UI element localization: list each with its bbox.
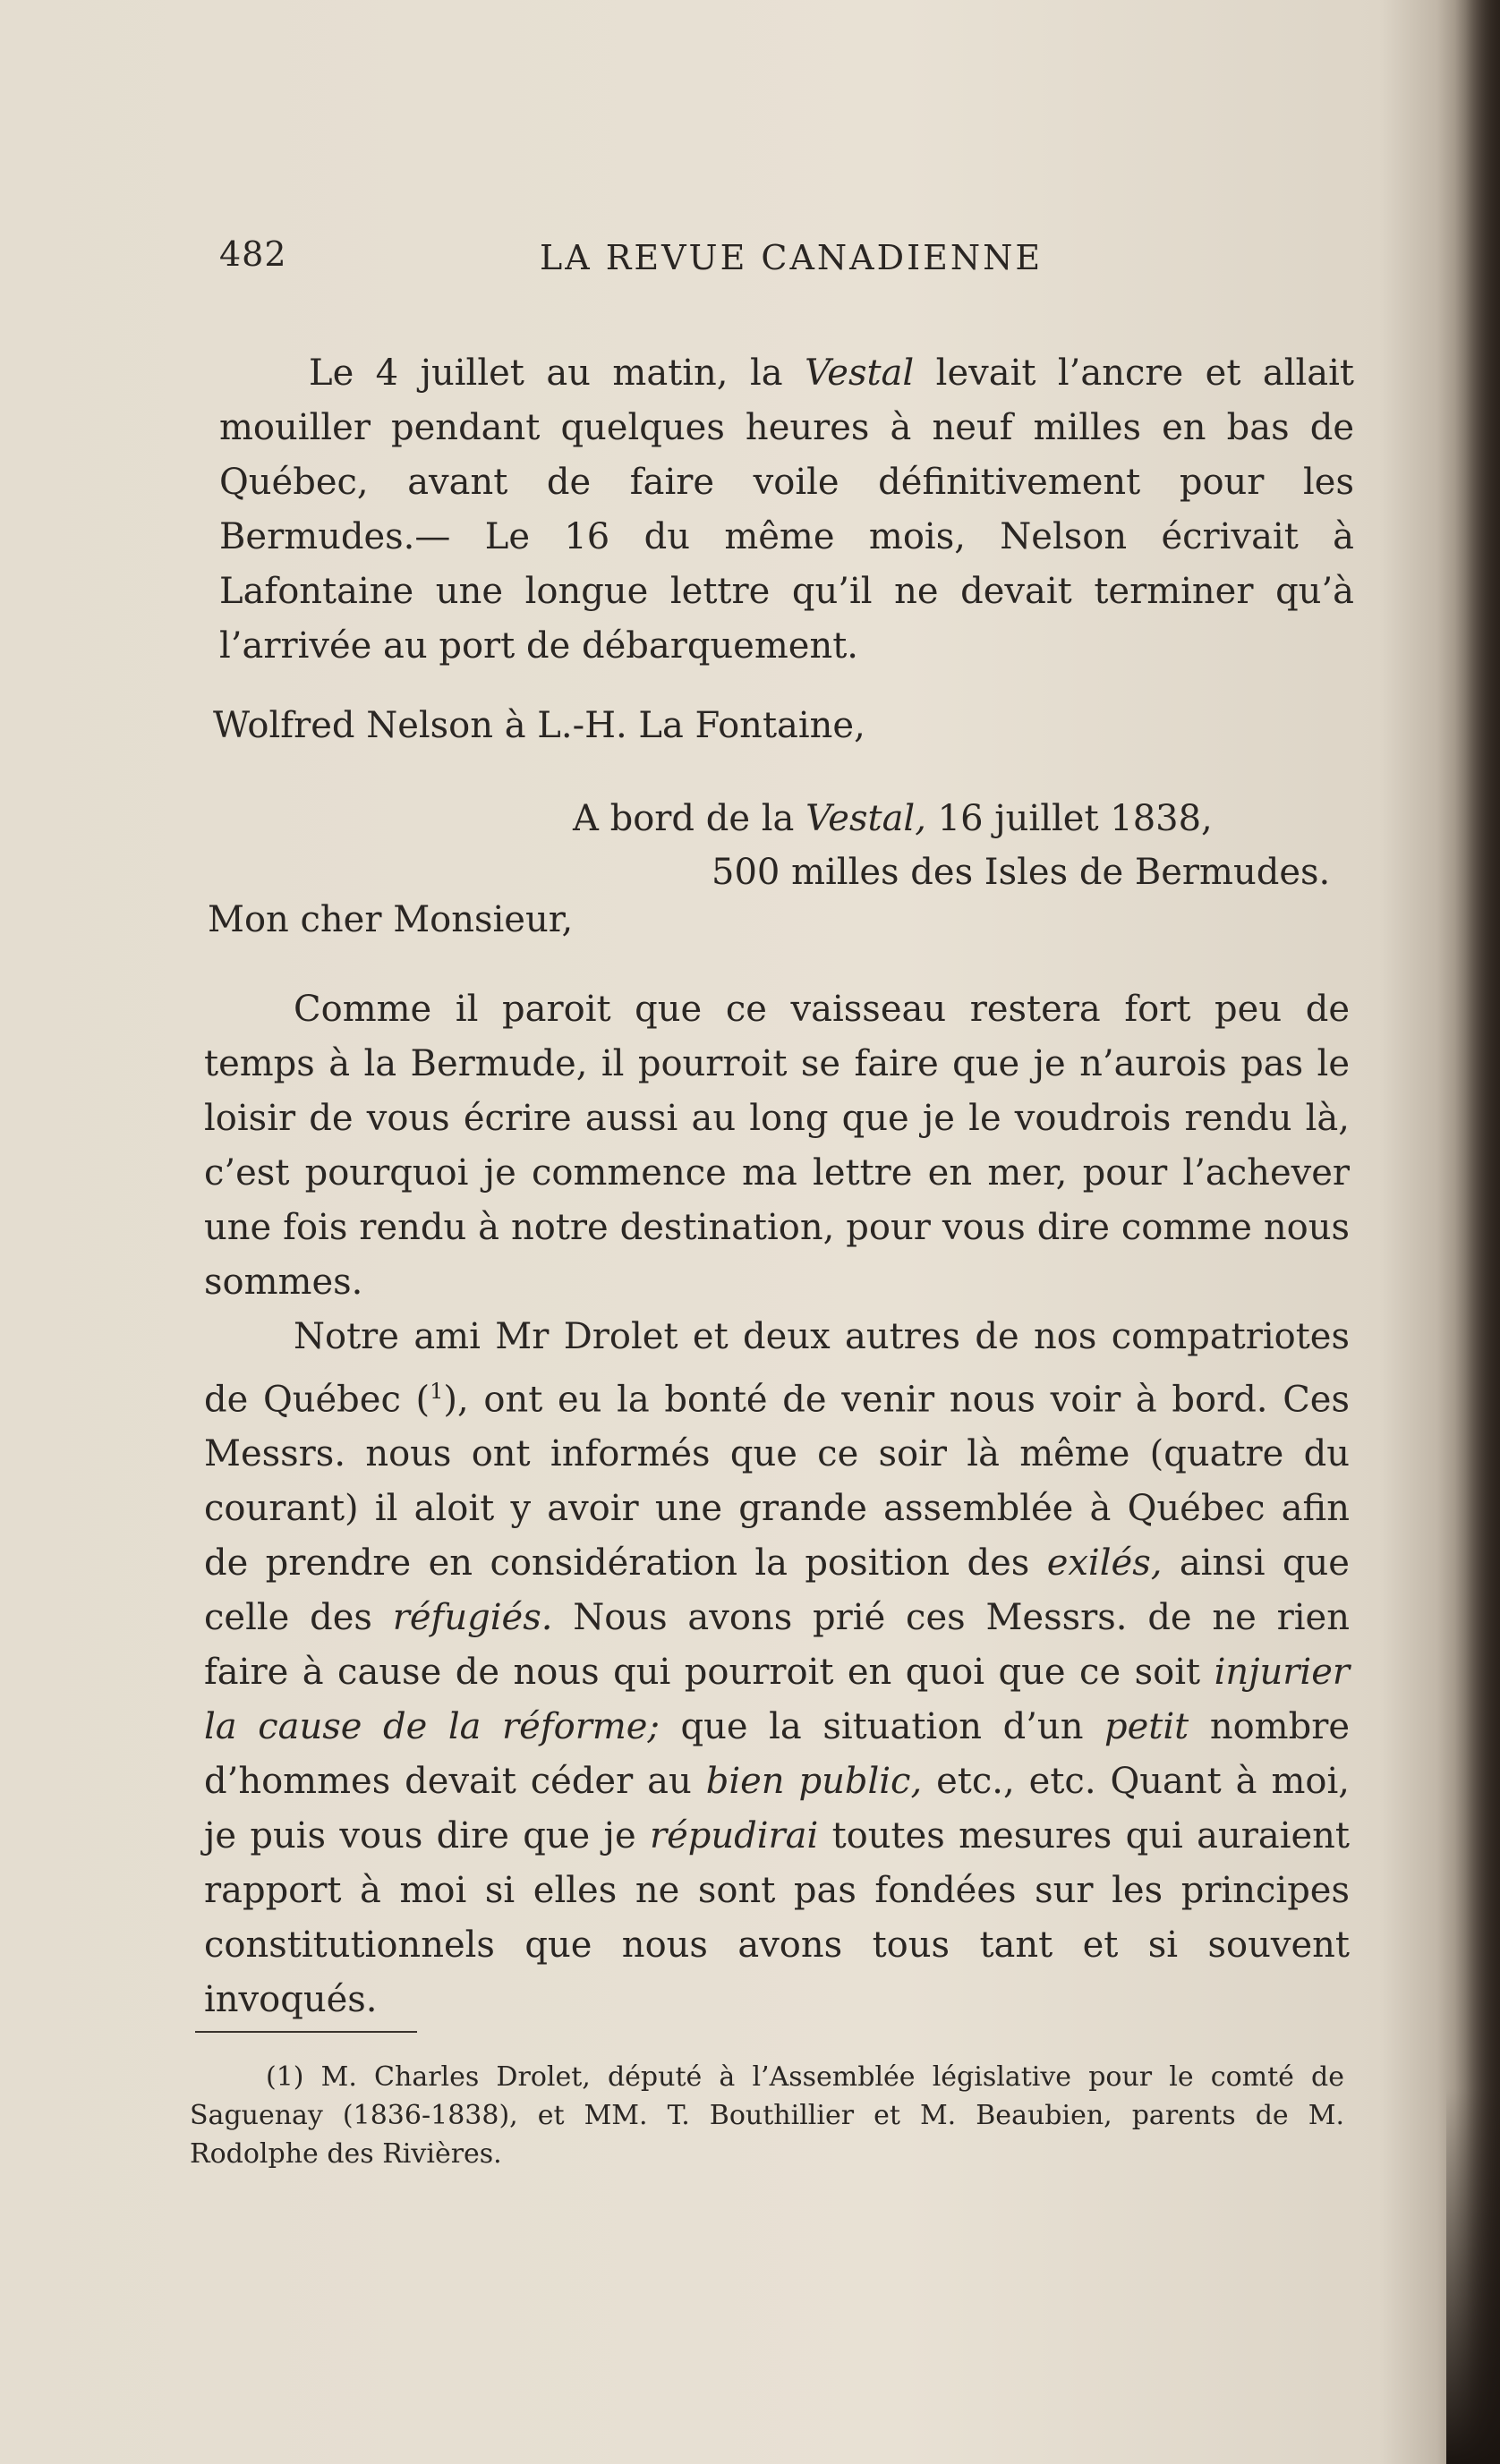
ship-name: Vestal, bbox=[805, 798, 926, 839]
footnote-text: M. Charles Drolet, député à l’Assemblée législative pour le comté de Saguenay (1836-1838), et MM. T. Bouthillier et M. Beaubien, parents de M. Rodolphe des Rivières. bbox=[190, 2061, 1344, 2170]
footnote-marker: (1) bbox=[266, 2061, 304, 2093]
page-header bbox=[219, 234, 1347, 288]
letter-position: 500 milles des Isles de Bermudes. bbox=[712, 852, 1331, 893]
letter-body bbox=[204, 982, 1350, 2027]
ship-name: Vestal bbox=[805, 353, 915, 394]
intro-paragraph bbox=[219, 346, 1354, 674]
running-title: LA REVUE CANADIENNE bbox=[540, 238, 1044, 277]
binding-shadow bbox=[1446, 2088, 1500, 2464]
footnote-reference: 1 bbox=[430, 1379, 444, 1404]
letter-greeting: Mon cher Monsieur, bbox=[208, 899, 574, 940]
letter-paragraph-2: Notre ami Mr Drolet et deux autres de nos compatriotes de Québec ($^1$), ont eu la bonté de venir nous voir à bord. Ces Messrs. nous ont informés que ce soir là même (quatre du courant) il aloit y avoir une grande assemblée à Québec afin de prendre en considération la position des exilés, ainsi que celle des réfugiés. Nous avons prié ces Messrs. de ne rien faire à cause de nous qui pourroit en quoi que ce soit injurier la cause de la réforme; que la situation d’un petit nombre d’hommes devait céder au bien public, etc., etc. Quant à moi, je puis vous dire que je répudirai toutes mesures qui auraient rapport à moi si elles ne sont pas fondées sur les principes constitutionnels que nous avons tous tant et si souvent invoqués. bbox=[204, 1316, 1350, 2021]
intro-text-2: levait l’ancre et allait mouiller pendant quelques heures à neuf milles en bas de Québec, avant de faire voile définitivement pour les Bermudes.— Le 16 du même mois, Nelson écrivait à Lafontaine une longue lettre qu’il ne devait terminer qu’à l’arrivée au port de débarquement. bbox=[219, 353, 1354, 667]
letter-paragraph-1: Comme il paroit que ce vaisseau restera fort peu de temps à la Bermude, il pourroit se faire que je n’aurois pas le loisir de vous écrire aussi au long que je le voudrois rendu là, c’est pourquoi je commence ma lettre en mer, pour l’achever une fois rendu à notre destination, pour vous dire comme nous sommes. bbox=[204, 989, 1350, 1303]
letter-address: Wolfred Nelson à L.-H. La Fontaine, bbox=[213, 705, 865, 746]
page-number: 482 bbox=[219, 234, 287, 274]
letter-place-date: A bord de la Vestal, 16 juillet 1838, bbox=[573, 798, 1213, 839]
footnote-divider bbox=[195, 2031, 417, 2033]
intro-text-1: Le 4 juillet au matin, la bbox=[309, 353, 805, 394]
footnote bbox=[190, 2058, 1344, 2173]
